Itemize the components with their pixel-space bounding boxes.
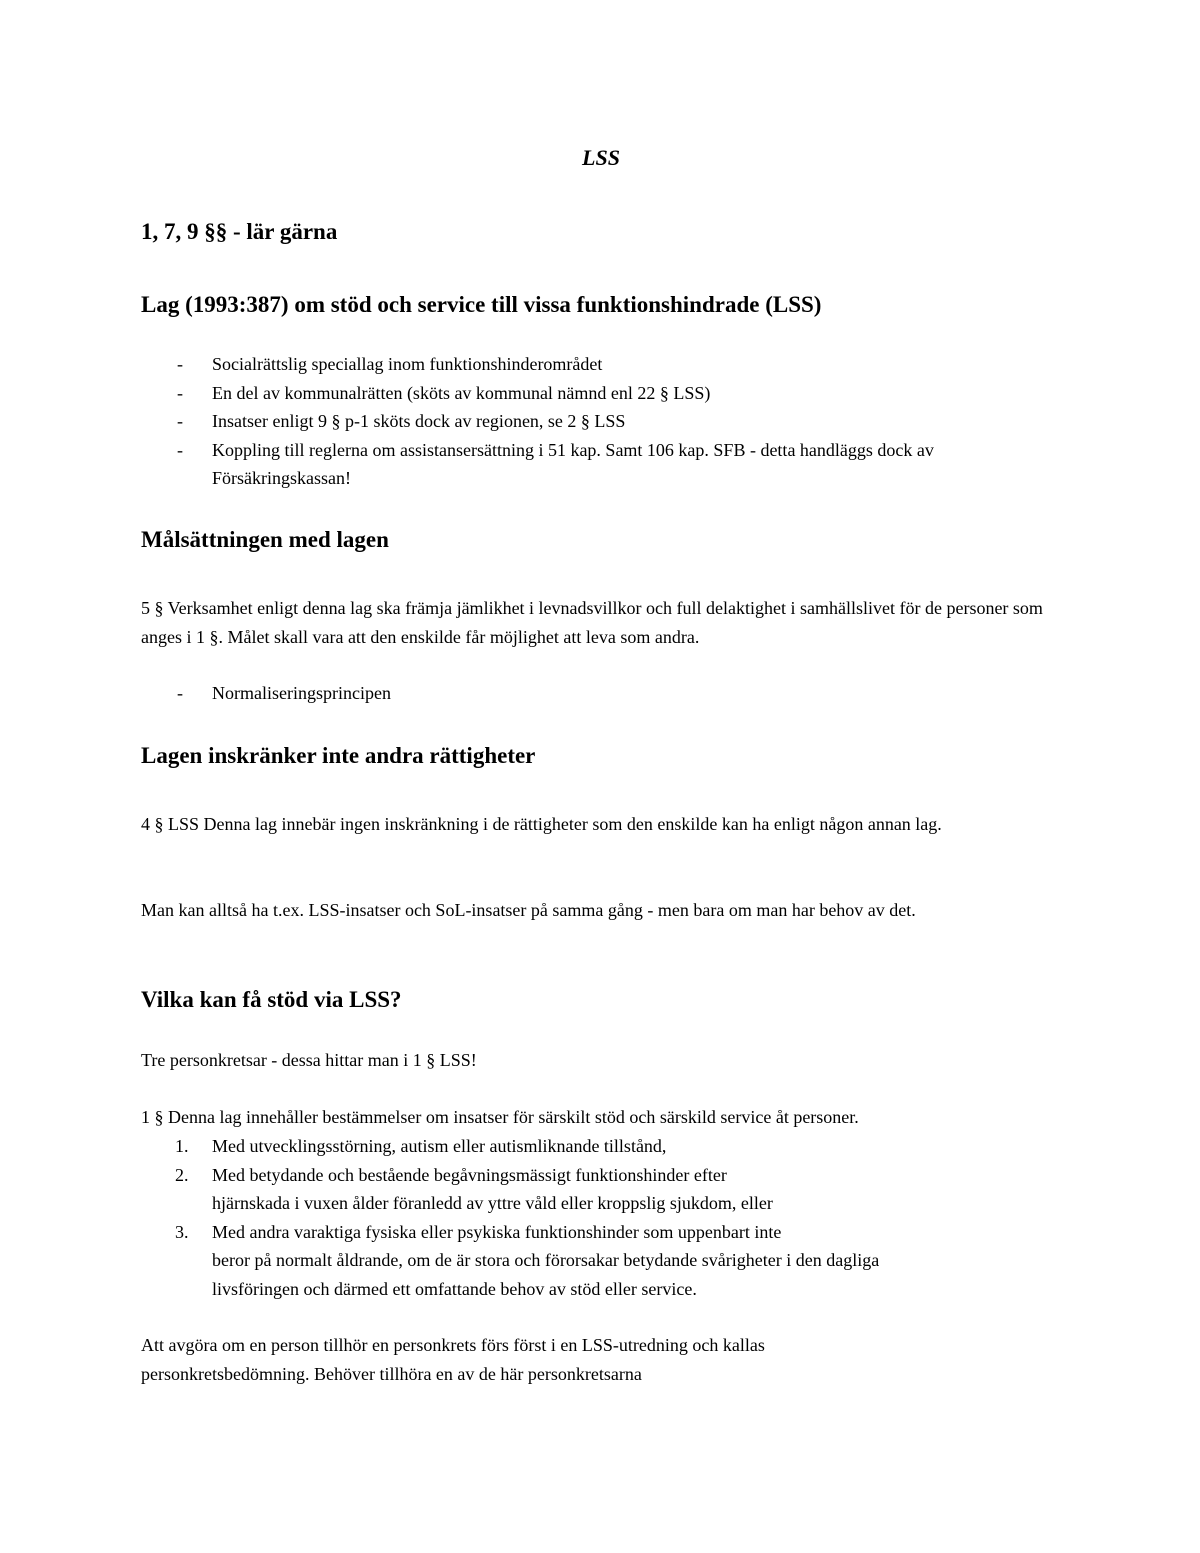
- heading-rights: Lagen inskränker inte andra rättigheter: [141, 743, 536, 768]
- bullet-marker: -: [177, 439, 183, 460]
- paragraph-assessment: Att avgöra om en person tillhör en personkrets förs först i en LSS-utredning och kallas personkretsbedömning. Behöver tillhöra en av de här personkretsarna: [141, 1335, 765, 1384]
- goal-bullet-list: [141, 679, 1061, 708]
- list-number: 2.: [175, 1164, 189, 1185]
- heading-law: Lag (1993:387) om stöd och service till vissa funktionshindrade (LSS): [141, 292, 822, 317]
- paragraph-section-1: 1 § Denna lag innehåller bestämmelser om insatser för särskilt stöd och särskild service åt personer.: [141, 1107, 859, 1127]
- list-number: 3.: [175, 1221, 189, 1242]
- list-item: 3. Med andra varaktiga fysiska eller psykiska funktionshinder som uppenbart inte beror på normalt åldrande, om de är stora och förorsakar betydande svårigheter i den dagliga livsföringen och därmed ett omfattande behov av stöd eller service.: [141, 1218, 1061, 1304]
- heading-who: Vilka kan få stöd via LSS?: [141, 987, 402, 1012]
- paragraph-goal: 5 § Verksamhet enligt denna lag ska främja jämlikhet i levnadsvillkor och full delaktighet i samhällslivet för de personer som anges i 1 §. Målet skall vara att den enskilde får möjlighet att leva som andra.: [141, 598, 1043, 647]
- list-number: 1.: [175, 1136, 189, 1156]
- document-title: LSS: [582, 145, 620, 170]
- bullet-marker: -: [177, 354, 183, 374]
- bullet-marker: -: [177, 411, 183, 431]
- personkrets-list: [141, 1132, 1061, 1303]
- bullet-marker: -: [177, 683, 183, 703]
- list-item: - Insatser enligt 9 § p-1 sköts dock av regionen, se 2 § LSS: [141, 407, 1061, 436]
- law-bullet-list: [141, 350, 1061, 493]
- list-item: 1. Med utvecklingsstörning, autism eller autismliknande tillstånd,: [141, 1132, 1061, 1161]
- paragraph-also: Man kan alltså ha t.ex. LSS-insatser och SoL-insatser på samma gång - men bara om man har behov av det.: [141, 900, 916, 920]
- list-item: - Koppling till reglerna om assistansersättning i 51 kap. Samt 106 kap. SFB - detta handläggs dock av Försäkringskassan!: [141, 436, 1061, 493]
- list-item: - Socialrättslig speciallag inom funktionshinderområdet: [141, 350, 1061, 379]
- bullet-marker: -: [177, 382, 183, 403]
- list-item: - Normaliseringsprincipen: [141, 679, 1061, 708]
- heading-goal: Målsättningen med lagen: [141, 527, 389, 552]
- paragraph-rights: 4 § LSS Denna lag innebär ingen inskränkning i de rättigheter som den enskilde kan ha enligt någon annan lag.: [141, 814, 942, 834]
- list-item: - En del av kommunalrätten (sköts av kommunal nämnd enl 22 § LSS): [141, 379, 1061, 408]
- list-item: 2. Med betydande och bestående begåvningsmässigt funktionshinder efter hjärnskada i vuxen ålder föranledd av yttre våld eller kroppslig sjukdom, eller: [141, 1161, 1061, 1218]
- heading-sections: 1, 7, 9 §§ - lär gärna: [141, 219, 338, 244]
- paragraph-three-circles: Tre personkretsar - dessa hittar man i 1 § LSS!: [141, 1050, 477, 1070]
